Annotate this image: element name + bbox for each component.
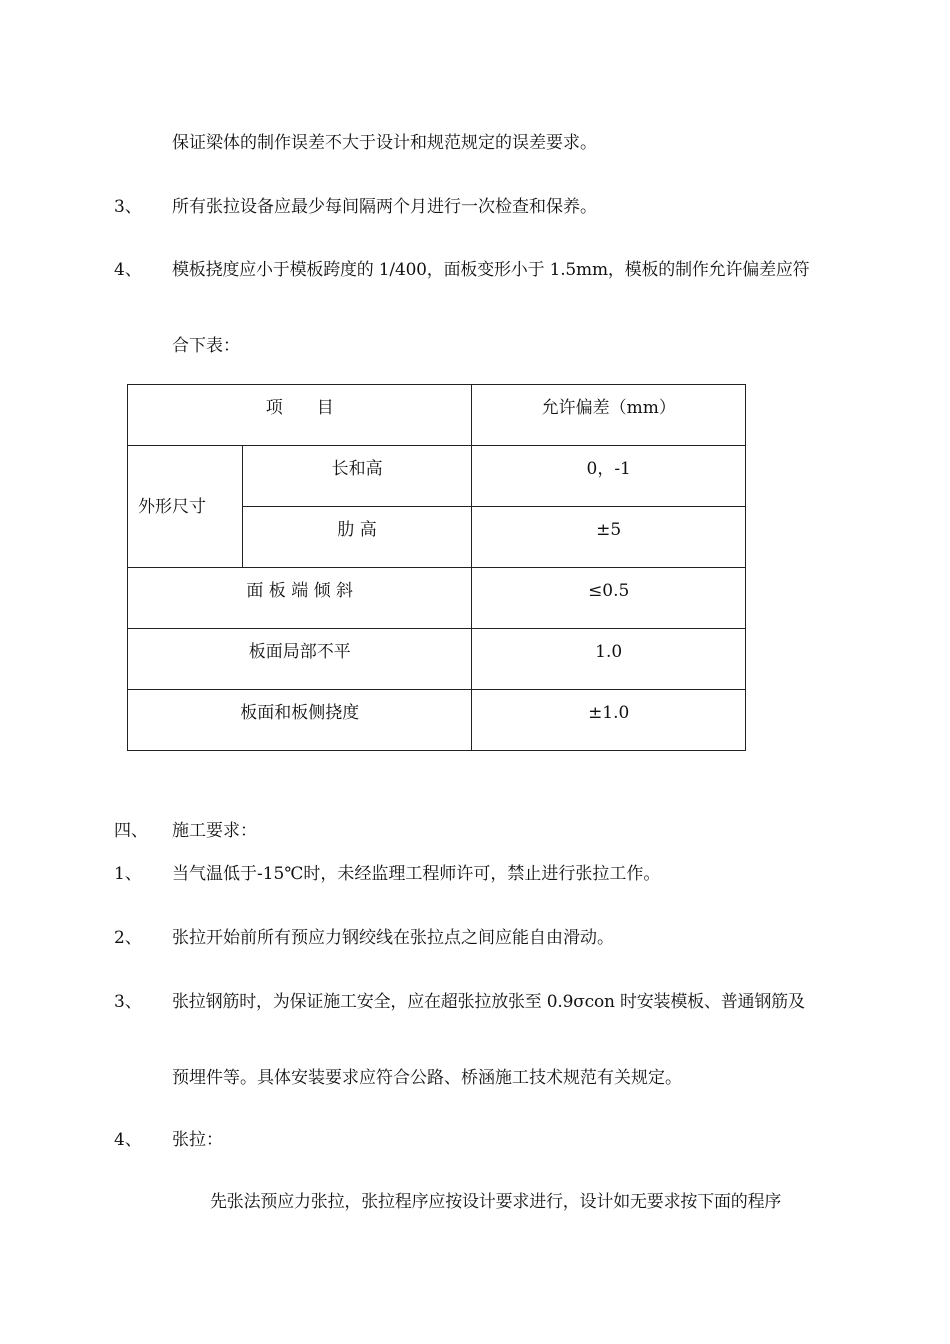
table-row [128, 568, 746, 629]
group-label-cell: 外形尺寸 [128, 446, 243, 568]
list-item-number: 2、 [114, 928, 142, 948]
list-item-text: 张拉钢筋时，为保证施工安全，应在超张拉放张至 0.9σcon 时安装模板、普通钢筋及 [172, 992, 805, 1012]
list-item-text: 模板挠度应小于模板跨度的 1/400，面板变形小于 1.5mm，模板的制作允许偏差应符 [172, 260, 810, 280]
sub-item-cell: 肋 高 [242, 507, 472, 568]
tolerance-table [127, 384, 746, 751]
header-item-cell: 项 目 [128, 385, 472, 446]
list-item-number: 4、 [114, 1130, 142, 1150]
table-row [128, 446, 746, 507]
list-item-text: 张拉： [172, 1130, 223, 1150]
section-number: 四、 [114, 821, 148, 841]
list-item-number: 3、 [114, 197, 142, 217]
value-cell: 1.0 [472, 629, 746, 690]
section-title: 施工要求： [172, 821, 257, 841]
item-cell: 面 板 端 倾 斜 [128, 568, 472, 629]
table-header-row [128, 385, 746, 446]
value-cell: 0，-1 [472, 446, 746, 507]
value-cell: ±1.0 [472, 690, 746, 751]
list-item-continuation: 预埋件等。具体安装要求应符合公路、桥涵施工技术规范有关规定。 [172, 1068, 682, 1088]
table-row [128, 629, 746, 690]
item-cell: 板面局部不平 [128, 629, 472, 690]
value-cell: ≤0.5 [472, 568, 746, 629]
header-tolerance-cell: 允许偏差（mm） [472, 385, 746, 446]
list-item-number: 1、 [114, 864, 142, 884]
sub-item-cell: 长和高 [242, 446, 472, 507]
list-item-text: 所有张拉设备应最少每间隔两个月进行一次检查和保养。 [172, 197, 597, 217]
value-cell: ±5 [472, 507, 746, 568]
list-item-text: 当气温低于-15℃时，未经监理工程师许可，禁止进行张拉工作。 [172, 864, 661, 884]
list-item-continuation: 合下表： [172, 336, 240, 356]
list-item-number: 3、 [114, 992, 142, 1012]
paragraph-continuation: 保证梁体的制作误差不大于设计和规范规定的误差要求。 [172, 133, 597, 153]
list-item-text: 张拉开始前所有预应力钢绞线在张拉点之间应能自由滑动。 [172, 928, 614, 948]
table-row [128, 690, 746, 751]
item-cell: 板面和板侧挠度 [128, 690, 472, 751]
list-item-number: 4、 [114, 260, 142, 280]
paragraph-text: 先张法预应力张拉，张拉程序应按设计要求进行，设计如无要求按下面的程序 [210, 1192, 782, 1212]
